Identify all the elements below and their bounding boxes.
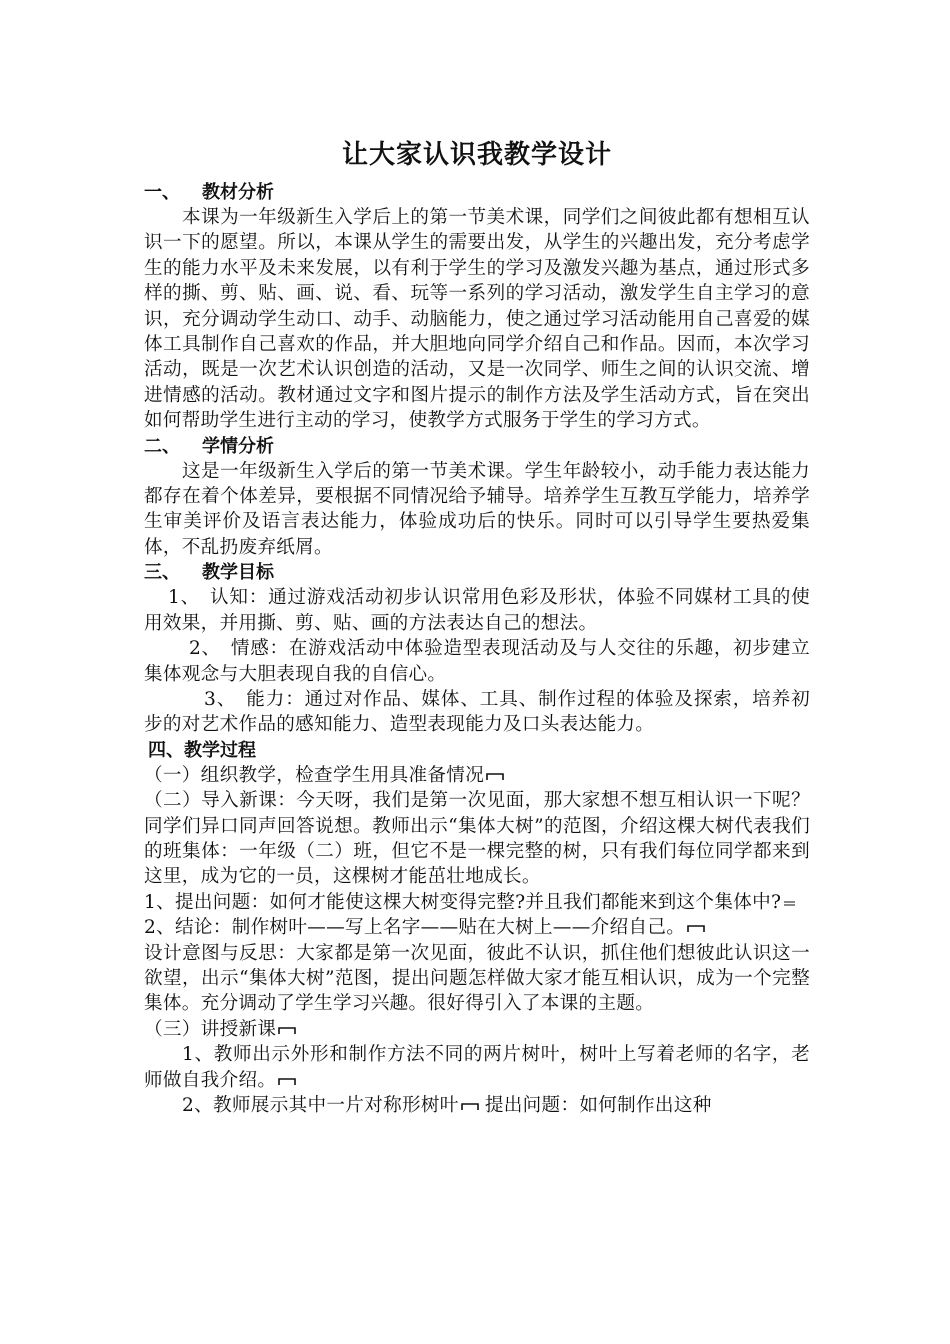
section-title-2: 学情分析 (202, 435, 274, 457)
section-title-1: 教材分析 (202, 182, 274, 203)
process-step-2: （二）导入新课：今天呀，我们是第一次见面，那大家想不想互相认识一下呢？同学们异口同声回答说想。教师出示“集体大树”的范图，介绍这棵大树代表我们的班集体：一年级（二）班，但它不是一棵完整的树，只有我们每位同学都来到这里，成为它的一员，这棵树才能茁壮地成长。 (144, 790, 810, 888)
process-step-1 (144, 763, 810, 788)
goal-1: 1、 认知：通过游戏活动初步认识常用色彩及形状，体验不同媒材工具的使用效果，并用撕、剪、贴、画的方法表达自己的想法。 (144, 587, 810, 634)
process-step-3-text: （三）讲授新课 (144, 1018, 277, 1040)
process-step-3 (144, 1017, 810, 1042)
section-number-2: 二、 (144, 435, 180, 457)
section-2-body: 这是一年级新生入学后的第一节美术课。学生年龄较小，动手能力表达能力都存在着个体差异，要根据不同情况给予辅导。培养学生互教互学能力，培养学生审美评价及语言表达能力，体验成功后的快乐。同时可以引导学生要热爱集体，不乱扔废弃纸屑。 (144, 460, 810, 558)
line-break-icon (783, 898, 801, 908)
document-title: 让大家认识我教学设计 (341, 140, 612, 170)
process-question (144, 890, 810, 915)
paragraph-mark-icon (687, 923, 705, 933)
design-reflection: 设计意图与反思：大家都是第一次见面，彼此不认识，抓住他们想彼此认识这一欲望，出示“集体大树”范图，提出问题怎样做大家才能互相认识，成为一个完整集体。充分调动了学生学习兴趣。很好得引入了本课的主题。 (144, 942, 810, 1015)
process-question-text: 1、提出问题：如何才能使这棵大树变得完整?并且我们都能来到这个集体中? (144, 891, 782, 913)
section-heading-2 (144, 434, 810, 459)
section-heading-4: 四、教学过程 (148, 739, 256, 761)
section-1-body: 本课为一年级新生入学后上的第一节美术课，同学们之间彼此都有想相互认识一下的愿望。所以，本课从学生的需要出发，从学生的兴趣出发，充分考虑学生的能力水平及未来发展，以有利于学生的学习及激发兴趣为基点，通过形式多样的撕、剪、贴、画、说、看、玩等一系列的学习活动，激发学生自主学习的意识，充分调动学生动口、动手、动脑能力，使之通过学习活动能用自己喜爱的媒体工具制作自己喜欢的作品，并大胆地向同学介绍自己和作品。因而，本次学习活动，既是一次艺术认识创造的活动，又是一次同学、师生之间的认识交流、增进情感的活动。教材通过文字和图片提示的制作方法及学生活动方式，旨在突出如何帮助学生进行主动的学习，使教学方式服务于学生的学习方式。 (144, 207, 810, 432)
goal-2: 2、 情感：在游戏活动中体验造型表现活动及与人交往的乐趣，初步建立集体观念与大胆表现自我的自信心。 (144, 638, 810, 685)
teaching-item-2-text-a: 2、教师展示其中一片对称形树叶 (182, 1095, 459, 1116)
section-number-3: 三、 (144, 562, 180, 584)
paragraph-mark-icon (278, 1076, 296, 1086)
teaching-item-2-text-b: 提出问题：如何制作出这种 (484, 1095, 712, 1116)
goal-3: 3、 能力：通过对作品、媒体、工具、制作过程的体验及探索，培养初步的对艺术作品的感知能力、造型表现能力及口头表达能力。 (144, 688, 810, 736)
paragraph-mark-icon (486, 771, 504, 781)
process-conclusion-text: 2、结论：制作树叶——写上名字——贴在大树上——介绍自己。 (144, 917, 686, 939)
paragraph-mark-icon (278, 1025, 296, 1035)
process-step-1-text: （一）组织教学，检查学生用具准备情况 (144, 764, 485, 786)
process-conclusion (144, 915, 810, 940)
teaching-item-1 (144, 1042, 810, 1093)
teaching-item-1-text: 1、教师出示外形和制作方法不同的两片树叶，树叶上写着老师的名字，老师做自我介绍。 (144, 1044, 810, 1091)
section-heading-1 (144, 180, 810, 205)
section-title-3: 教学目标 (202, 562, 274, 584)
section-heading-3 (144, 560, 810, 585)
paragraph-mark-icon (461, 1101, 479, 1111)
teaching-item-2 (144, 1093, 810, 1118)
section-number-1: 一、 (144, 182, 180, 203)
document-page (144, 130, 810, 1118)
